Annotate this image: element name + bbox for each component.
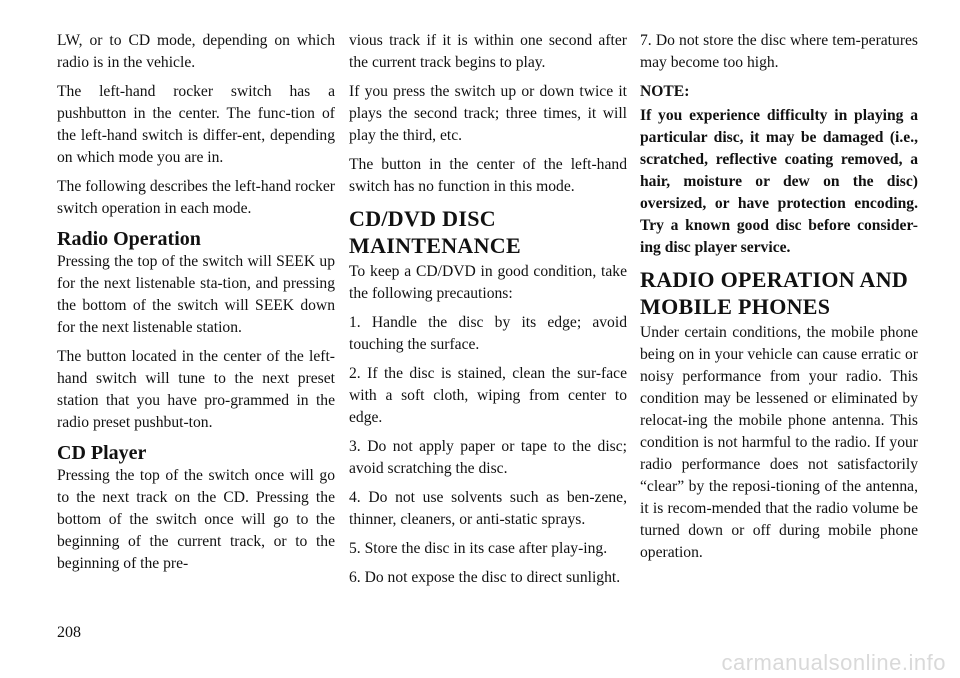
note-text: If you experience difficulty in playing a particular disc, it may be damaged (i.e., scratched, reflective coating removed, a hair, moisture or dew on the disc) oversized, or have protection encoding. Try a known good disc before consider-ing disc player service. [640, 107, 918, 256]
note-label: NOTE: [640, 83, 690, 100]
paragraph: Pressing the top of the switch will SEEK up for the next listenable sta-tion, and pressing the bottom of the switch will SEEK down for the next listenable station. [57, 253, 335, 336]
watermark: carmanualsonline.info [721, 650, 946, 675]
heading-line: MOBILE PHONES [640, 294, 831, 319]
column-2 [349, 30, 627, 596]
paragraph: Pressing the top of the switch once will go to the next track on the CD. Pressing the bottom of the switch once will go to the beginning of the current track, or to the beginning of the pre- [57, 467, 335, 572]
column-1 [57, 30, 335, 582]
paragraph: The left-hand rocker switch has a pushbutton in the center. The func-tion of the left-hand switch is differ-ent, depending on which mode you are in. [57, 83, 335, 166]
paragraph: If you press the switch up or down twice it plays the second track; three times, it will play the third, etc. [349, 83, 627, 144]
section-heading-disc-maintenance [349, 205, 627, 259]
list-item: 7. Do not store the disc where tem-peratures may become too high. [640, 32, 918, 71]
heading-line: MAINTENANCE [349, 233, 521, 258]
list-item: 4. Do not use solvents such as ben-zene, thinner, cleaners, or anti-static sprays. [349, 489, 627, 528]
paragraph: LW, or to CD mode, depending on which radio is in the vehicle. [57, 32, 335, 71]
heading-line: RADIO OPERATION AND [640, 267, 909, 292]
column-3 [640, 30, 918, 571]
list-item: 6. Do not expose the disc to direct sunlight. [349, 569, 621, 586]
list-item: 5. Store the disc in its case after play-ing. [349, 540, 608, 557]
section-heading-radio-mobile-phones [640, 266, 918, 320]
list-item: 2. If the disc is stained, clean the sur-face with a soft cloth, wiping from center to edge. [349, 365, 627, 426]
page-number: 208 [57, 624, 81, 641]
paragraph: The button in the center of the left-hand switch has no function in this mode. [349, 156, 627, 195]
paragraph: To keep a CD/DVD in good condition, take the following precautions: [349, 263, 627, 302]
paragraph: vious track if it is within one second after the current track begins to play. [349, 32, 627, 71]
section-heading-cd-player: CD Player [57, 442, 147, 464]
paragraph: The button located in the center of the left-hand switch will tune to the next preset station that you have pro-grammed in the radio preset pushbut-ton. [57, 348, 335, 431]
heading-line: CD/DVD DISC [349, 206, 496, 231]
list-item: 1. Handle the disc by its edge; avoid touching the surface. [349, 314, 627, 353]
paragraph: Under certain conditions, the mobile phone being on in your vehicle can cause erratic or noisy performance from your radio. This condition may be lessened or eliminated by relocat-ing the mobile phone antenna. This condition is not harmful to the radio. If your radio performance does not satisfactorily “clear” by the reposi-tioning of the antenna, it is recom-mended that the radio volume be turned down or off during mobile phone operation. [640, 324, 918, 561]
section-heading-radio-operation: Radio Operation [57, 228, 201, 250]
list-item: 3. Do not apply paper or tape to the disc; avoid scratching the disc. [349, 438, 627, 477]
paragraph: The following describes the left-hand rocker switch operation in each mode. [57, 178, 335, 217]
